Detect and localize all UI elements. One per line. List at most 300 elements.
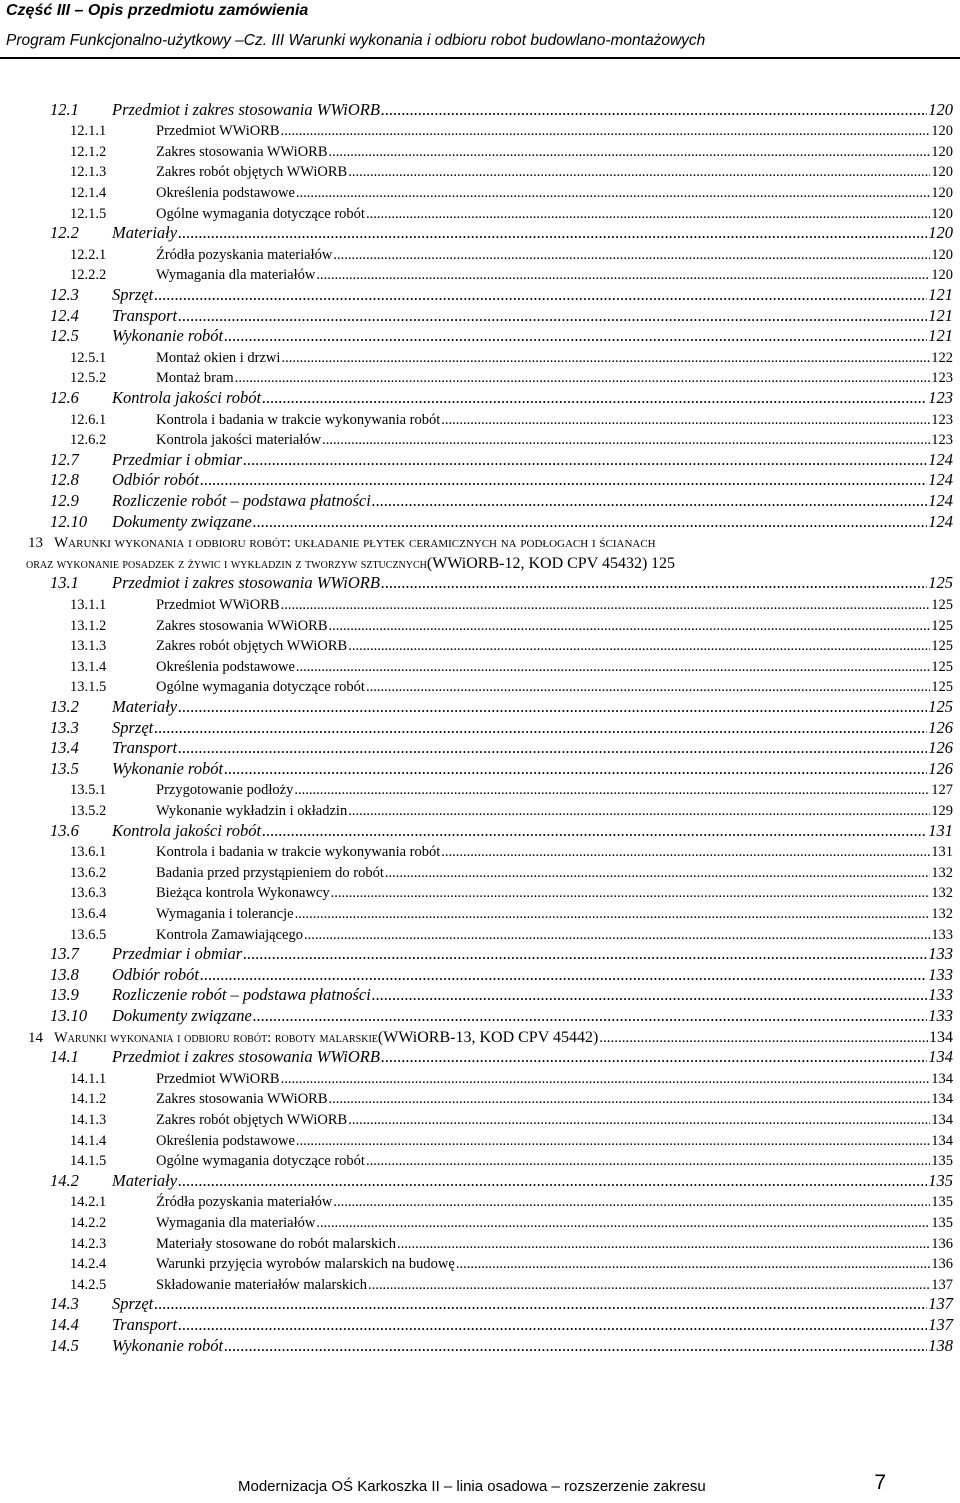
toc-entry[interactable] bbox=[70, 429, 953, 450]
toc-entry[interactable] bbox=[70, 676, 953, 697]
dot-leader bbox=[294, 782, 930, 799]
toc-entry-page: 121 bbox=[928, 326, 953, 346]
toc-entry-page: 126 bbox=[928, 717, 953, 737]
toc-entry-title: Kontrola jakości materiałów bbox=[156, 432, 322, 449]
toc-entry-number: 13.1.3 bbox=[70, 638, 107, 655]
toc-entry-number: 13.6 bbox=[50, 820, 79, 840]
toc-entry-number: 13.5.2 bbox=[70, 802, 107, 819]
toc-entry-number: 12.5 bbox=[50, 326, 79, 346]
toc-entry-title: Wykonanie wykładzin i okładzin bbox=[156, 802, 348, 819]
toc-entry[interactable] bbox=[70, 882, 953, 903]
dot-leader bbox=[372, 985, 927, 1005]
toc-entry[interactable] bbox=[70, 243, 953, 264]
toc-entry-page: 123 bbox=[931, 370, 953, 387]
toc-entry[interactable] bbox=[70, 181, 953, 202]
toc-entry-title: Wymagania i tolerancje bbox=[156, 905, 294, 922]
toc-entry-page: 134 bbox=[931, 1070, 953, 1087]
toc-entry[interactable] bbox=[50, 449, 953, 470]
toc-entry-title: Przedmiot WWiORB bbox=[156, 1070, 280, 1087]
toc-entry-page: 135 bbox=[931, 1153, 953, 1170]
dot-leader bbox=[329, 1091, 931, 1108]
dot-leader bbox=[348, 803, 930, 820]
toc-entry-title: Przedmiot WWiORB bbox=[156, 123, 280, 140]
toc-entry-number: 12.4 bbox=[50, 305, 79, 325]
dot-leader bbox=[178, 1171, 927, 1191]
toc-entry[interactable] bbox=[50, 717, 953, 738]
toc-entry-number: 12.1.1 bbox=[70, 123, 107, 140]
toc-entry-page: 124 bbox=[928, 490, 953, 510]
toc-entry-page: 133 bbox=[928, 985, 953, 1005]
toc-entry-title: Przedmiar i obmiar bbox=[112, 944, 243, 964]
dot-leader bbox=[224, 326, 927, 346]
toc-entry-title: Materiały bbox=[112, 1170, 178, 1190]
toc-entry-number: 13.5.1 bbox=[70, 782, 107, 799]
toc-entry-number: 13.9 bbox=[50, 985, 79, 1005]
page-number: 7 bbox=[874, 1471, 886, 1494]
toc-entry[interactable] bbox=[70, 779, 953, 800]
toc-entry-title: Montaż bram bbox=[156, 370, 234, 387]
toc-entry-page: 120 bbox=[931, 267, 953, 284]
toc-entry[interactable] bbox=[70, 1232, 953, 1253]
toc-entry-page: 134 bbox=[931, 1111, 953, 1128]
toc-entry-number: 14.1.3 bbox=[70, 1111, 107, 1128]
toc-entry-number: 12.6.2 bbox=[70, 432, 107, 449]
toc-entry-title: Określenia podstawowe bbox=[156, 184, 295, 201]
toc-entry-page: 121 bbox=[928, 284, 953, 304]
toc-chapter-number: 14 bbox=[28, 1029, 43, 1046]
toc-entry[interactable] bbox=[70, 408, 953, 429]
dot-leader bbox=[385, 865, 930, 882]
toc-entry-title: Zakres stosowania WWiORB bbox=[156, 1091, 328, 1108]
toc-entry-page: 125 bbox=[931, 617, 953, 634]
toc-entry[interactable] bbox=[70, 655, 953, 676]
dot-leader bbox=[296, 1133, 930, 1150]
toc-entry-page: 120 bbox=[931, 184, 953, 201]
dot-leader bbox=[304, 927, 930, 944]
toc-entry-page: 133 bbox=[928, 944, 953, 964]
dot-leader bbox=[366, 679, 930, 696]
toc-entry-number: 14.2.3 bbox=[70, 1235, 107, 1252]
dot-leader bbox=[154, 718, 927, 738]
toc-entry[interactable] bbox=[50, 1335, 953, 1356]
toc-entry-title: Ogólne wymagania dotyczące robót bbox=[156, 1153, 365, 1170]
toc-entry-number: 14.3 bbox=[50, 1294, 79, 1314]
toc-entry[interactable] bbox=[70, 346, 953, 367]
dot-leader bbox=[381, 1047, 927, 1067]
toc-entry[interactable] bbox=[50, 1005, 953, 1026]
header-title: Część III – Opis przedmiotu zamówienia bbox=[6, 2, 309, 19]
toc-entry[interactable] bbox=[70, 1273, 953, 1294]
toc-entry-page: 125 bbox=[928, 696, 953, 716]
toc-entry-page: 123 bbox=[931, 411, 953, 428]
toc-entry[interactable] bbox=[70, 1150, 953, 1171]
toc-entry-number: 13.6.4 bbox=[70, 905, 107, 922]
toc-entry[interactable] bbox=[70, 1253, 953, 1274]
toc-entry-number: 12.6 bbox=[50, 387, 79, 407]
toc-entry-title: Bieżąca kontrola Wykonawcy bbox=[156, 885, 330, 902]
toc-entry-number: 12.2.1 bbox=[70, 246, 107, 263]
toc-entry-title: Badania przed przystąpieniem do robót bbox=[156, 864, 384, 881]
toc-entry-page: 124 bbox=[928, 470, 953, 490]
dot-leader bbox=[295, 906, 931, 923]
toc-entry-page: 127 bbox=[931, 782, 953, 799]
toc-entry[interactable] bbox=[50, 305, 953, 326]
toc-entry-number: 12.2.2 bbox=[70, 267, 107, 284]
toc-entry-page: 133 bbox=[928, 1005, 953, 1025]
toc-entry[interactable] bbox=[70, 593, 953, 614]
toc-entry-number: 12.1.3 bbox=[70, 164, 107, 181]
toc-entry-number: 13.5 bbox=[50, 758, 79, 778]
toc-entry-number: 12.5.1 bbox=[70, 349, 107, 366]
dot-leader bbox=[366, 206, 930, 223]
toc-entry-title: Zakres stosowania WWiORB bbox=[156, 143, 328, 160]
dot-leader bbox=[154, 1294, 927, 1314]
toc-entry-title: Określenia podstawowe bbox=[156, 658, 295, 675]
toc-entry[interactable] bbox=[50, 738, 953, 759]
toc-entry-number: 12.10 bbox=[50, 511, 88, 531]
toc-entry-title: Kontrola jakości robót bbox=[112, 820, 262, 840]
toc-entry-number: 13.1.1 bbox=[70, 596, 107, 613]
toc-entry-page: 125 bbox=[931, 638, 953, 655]
toc-chapter-code: (WWiORB-12, KOD CPV 45432) bbox=[426, 554, 648, 572]
toc-entry-title: Warunki przyjęcia wyrobów malarskich na budowę bbox=[156, 1256, 455, 1273]
dot-leader bbox=[456, 1256, 930, 1273]
toc-entry-number: 14.1.1 bbox=[70, 1070, 107, 1087]
toc-entry-page: 136 bbox=[931, 1235, 953, 1252]
toc-entry-page: 125 bbox=[931, 596, 953, 613]
toc-entry[interactable] bbox=[50, 387, 953, 408]
dot-leader bbox=[348, 638, 930, 655]
toc-entry-number: 12.2 bbox=[50, 223, 79, 243]
toc-entry-title: Zakres stosowania WWiORB bbox=[156, 617, 328, 634]
dot-leader bbox=[281, 597, 931, 614]
toc-entry-page: 121 bbox=[928, 305, 953, 325]
dot-leader bbox=[253, 1006, 927, 1026]
toc-entry-page: 123 bbox=[928, 387, 953, 407]
toc-entry-number: 13.8 bbox=[50, 964, 79, 984]
toc-entry-number: 14.5 bbox=[50, 1335, 79, 1355]
dot-leader bbox=[281, 123, 931, 140]
toc-entry-title: Transport bbox=[112, 1314, 178, 1334]
toc-chapter-page: 134 bbox=[929, 1028, 953, 1046]
dot-leader bbox=[381, 573, 927, 593]
toc-entry[interactable] bbox=[70, 841, 953, 862]
toc-entry[interactable] bbox=[50, 511, 953, 532]
dot-leader bbox=[296, 185, 930, 202]
dot-leader bbox=[316, 267, 930, 284]
dot-leader bbox=[331, 885, 931, 902]
dot-leader bbox=[333, 247, 930, 264]
header-subtitle: Program Funkcjonalno-użytkowy –Cz. III Warunki wykonania i odbioru robot budowlano-montażowych bbox=[6, 32, 706, 49]
dot-leader bbox=[348, 1112, 930, 1129]
dot-leader bbox=[178, 697, 927, 717]
dot-leader bbox=[243, 450, 927, 470]
dot-leader bbox=[316, 1215, 930, 1232]
toc-entry-title: Rozliczenie robót – podstawa płatności bbox=[112, 985, 371, 1005]
toc-entry-number: 14.1.4 bbox=[70, 1132, 107, 1149]
toc-entry[interactable] bbox=[70, 799, 953, 820]
dot-leader bbox=[366, 1153, 930, 1170]
dot-leader bbox=[329, 144, 931, 161]
toc-entry-number: 14.2.1 bbox=[70, 1194, 107, 1211]
toc-entry-title: Określenia podstawowe bbox=[156, 1132, 295, 1149]
dot-leader bbox=[599, 1030, 928, 1047]
toc-entry-number: 12.1.4 bbox=[70, 184, 107, 201]
toc-entry-number: 13.3 bbox=[50, 717, 79, 737]
toc-entry-page: 120 bbox=[931, 246, 953, 263]
toc-entry[interactable] bbox=[70, 923, 953, 944]
toc-entry-number: 13.4 bbox=[50, 738, 79, 758]
toc-chapter-title: Warunki wykonania i odbioru robót: roboty malarskie bbox=[54, 1029, 378, 1046]
dot-leader bbox=[441, 844, 930, 861]
toc-entry-number: 12.1.5 bbox=[70, 205, 107, 222]
toc-chapter-code: (WWiORB-13, KOD CPV 45442) bbox=[377, 1028, 599, 1046]
toc-entry[interactable] bbox=[70, 161, 953, 182]
toc-entry-page: 125 bbox=[928, 573, 953, 593]
toc-chapter-entry-continued[interactable] bbox=[0, 552, 953, 573]
dot-leader bbox=[262, 821, 927, 841]
toc-entry[interactable] bbox=[70, 861, 953, 882]
dot-leader bbox=[224, 1336, 927, 1356]
toc-entry-title: Przygotowanie podłoży bbox=[156, 782, 294, 799]
toc-entry[interactable] bbox=[50, 696, 953, 717]
toc-entry-title: Źródła pozyskania materiałów bbox=[156, 246, 333, 263]
toc-chapter-number: 13 bbox=[28, 535, 43, 552]
toc-entry-title: Przedmiot i zakres stosowania WWiORB bbox=[112, 1047, 380, 1067]
dot-leader bbox=[333, 1194, 930, 1211]
toc-entry[interactable] bbox=[70, 264, 953, 285]
toc-entry[interactable] bbox=[70, 635, 953, 656]
toc-entry-title: Przedmiot i zakres stosowania WWiORB bbox=[112, 573, 380, 593]
dot-leader bbox=[372, 491, 927, 511]
toc-entry[interactable] bbox=[50, 99, 953, 120]
toc-entry-title: Wymagania dla materiałów bbox=[156, 267, 316, 284]
toc-entry-title: Wykonanie robót bbox=[112, 758, 224, 778]
toc-entry[interactable] bbox=[70, 1191, 953, 1212]
toc-entry[interactable] bbox=[70, 140, 953, 161]
toc-entry-page: 133 bbox=[931, 926, 953, 943]
toc-entry-title: Kontrola i badania w trakcie wykonywania robót bbox=[156, 411, 441, 428]
toc-entry-title: Kontrola i badania w trakcie wykonywania robót bbox=[156, 844, 441, 861]
toc-entry[interactable] bbox=[50, 470, 953, 491]
toc-entry-page: 134 bbox=[931, 1091, 953, 1108]
toc-entry-title: Sprzęt bbox=[112, 1294, 154, 1314]
toc-entry-title: Zakres robót objętych WWiORB bbox=[156, 164, 348, 181]
dot-leader bbox=[368, 1277, 930, 1294]
toc-entry-number: 13.6.2 bbox=[70, 864, 107, 881]
toc-entry[interactable] bbox=[70, 1088, 953, 1109]
header-rule bbox=[0, 57, 960, 59]
toc-entry-title: Źródła pozyskania materiałów bbox=[156, 1194, 333, 1211]
dot-leader bbox=[200, 965, 927, 985]
toc-entry-page: 124 bbox=[928, 511, 953, 531]
toc-entry[interactable] bbox=[50, 284, 953, 305]
dot-leader bbox=[224, 759, 927, 779]
toc-entry-number: 14.1.5 bbox=[70, 1153, 107, 1170]
dot-leader bbox=[243, 944, 927, 964]
dot-leader bbox=[329, 618, 931, 635]
toc-entry-number: 14.2.5 bbox=[70, 1276, 107, 1293]
toc-entry[interactable] bbox=[70, 614, 953, 635]
dot-leader bbox=[178, 223, 927, 243]
toc-entry[interactable] bbox=[50, 326, 953, 347]
toc-entry[interactable] bbox=[50, 1047, 953, 1068]
toc-entry-page: 120 bbox=[928, 99, 953, 119]
toc-entry-page: 131 bbox=[928, 820, 953, 840]
toc-entry-page: 129 bbox=[931, 802, 953, 819]
toc-entry[interactable] bbox=[50, 1170, 953, 1191]
dot-leader bbox=[154, 285, 927, 305]
toc-entry-page: 131 bbox=[931, 844, 953, 861]
toc-entry-title: Sprzęt bbox=[112, 284, 154, 304]
toc-chapter-title-continued: oraz wykonanie posadzek z żywic i wykładzin z tworzyw sztucznych bbox=[26, 556, 427, 572]
dot-leader bbox=[322, 432, 930, 449]
toc-entry[interactable] bbox=[70, 120, 953, 141]
toc-entry-number: 12.7 bbox=[50, 449, 79, 469]
toc-entry-number: 13.1.5 bbox=[70, 679, 107, 696]
toc-entry[interactable] bbox=[50, 573, 953, 594]
toc-entry[interactable] bbox=[70, 1108, 953, 1129]
toc-entry-number: 12.6.1 bbox=[70, 411, 107, 428]
toc-entry-title: Zakres robót objętych WWiORB bbox=[156, 638, 348, 655]
dot-leader bbox=[235, 370, 931, 387]
toc-entry-title: Kontrola jakości robót bbox=[112, 387, 262, 407]
toc-entry-number: 12.1 bbox=[50, 99, 79, 119]
toc-chapter-entry[interactable] bbox=[28, 532, 953, 553]
toc-entry-number: 13.6.3 bbox=[70, 885, 107, 902]
dot-leader bbox=[262, 388, 927, 408]
toc-entry-number: 12.3 bbox=[50, 284, 79, 304]
toc-entry-page: 125 bbox=[931, 679, 953, 696]
toc-entry-page: 125 bbox=[931, 658, 953, 675]
dot-leader bbox=[200, 470, 927, 490]
toc-entry-page: 135 bbox=[928, 1170, 953, 1190]
toc-entry-title: Materiały bbox=[112, 696, 178, 716]
toc-entry-number: 14.2.2 bbox=[70, 1214, 107, 1231]
toc-entry-number: 12.1.2 bbox=[70, 143, 107, 160]
toc-entry-page: 134 bbox=[928, 1047, 953, 1067]
toc-entry[interactable] bbox=[70, 1211, 953, 1232]
toc-entry-title: Odbiór robót bbox=[112, 964, 199, 984]
toc-entry-title: Wykonanie robót bbox=[112, 1335, 224, 1355]
toc-entry-number: 12.8 bbox=[50, 470, 79, 490]
toc-entry[interactable] bbox=[70, 1129, 953, 1150]
toc-entry-page: 138 bbox=[928, 1335, 953, 1355]
toc-entry-number: 14.2 bbox=[50, 1170, 79, 1190]
toc-entry-title: Zakres robót objętych WWiORB bbox=[156, 1111, 348, 1128]
toc-entry-title: Ogólne wymagania dotyczące robót bbox=[156, 679, 365, 696]
toc-entry-title: Dokumenty związane bbox=[112, 511, 252, 531]
toc-entry-page: 120 bbox=[931, 123, 953, 140]
toc-entry-title: Montaż okien i drzwi bbox=[156, 349, 281, 366]
toc-entry[interactable] bbox=[50, 985, 953, 1006]
toc-entry-page: 124 bbox=[928, 449, 953, 469]
toc-entry-title: Wymagania dla materiałów bbox=[156, 1214, 316, 1231]
toc-entry-page: 133 bbox=[928, 964, 953, 984]
toc-entry-title: Ogólne wymagania dotyczące robót bbox=[156, 205, 365, 222]
toc-entry[interactable] bbox=[50, 223, 953, 244]
dot-leader bbox=[253, 512, 927, 532]
toc-entry-page: 135 bbox=[931, 1194, 953, 1211]
toc-entry[interactable] bbox=[50, 1294, 953, 1315]
toc-entry-number: 14.2.4 bbox=[70, 1256, 107, 1273]
dot-leader bbox=[178, 738, 927, 758]
toc-entry-page: 120 bbox=[928, 223, 953, 243]
toc-entry-page: 132 bbox=[931, 864, 953, 881]
toc-entry-page: 135 bbox=[931, 1214, 953, 1231]
toc-entry-page: 137 bbox=[928, 1294, 953, 1314]
dot-leader bbox=[281, 350, 930, 367]
toc-entry[interactable] bbox=[70, 367, 953, 388]
toc-entry[interactable] bbox=[50, 944, 953, 965]
toc-entry[interactable] bbox=[50, 758, 953, 779]
toc-entry-page: 137 bbox=[928, 1314, 953, 1334]
toc-chapter-page: 125 bbox=[651, 554, 676, 572]
toc-entry-page: 132 bbox=[931, 905, 953, 922]
toc-entry-title: Kontrola Zamawiającego bbox=[156, 926, 303, 943]
toc-entry-title: Materiały stosowane do robót malarskich bbox=[156, 1235, 396, 1252]
toc-entry[interactable] bbox=[50, 820, 953, 841]
toc-entry-number: 13.1.4 bbox=[70, 658, 107, 675]
toc-entry-title: Przedmiot WWiORB bbox=[156, 596, 280, 613]
toc-chapter-title: Warunki wykonania i odbioru robót: układanie płytek ceramicznych na podłogach i ścianach bbox=[54, 535, 656, 552]
toc-entry-page: 137 bbox=[931, 1276, 953, 1293]
toc-entry-page: 126 bbox=[928, 738, 953, 758]
dot-leader bbox=[381, 100, 927, 120]
toc-entry-number: 13.1.2 bbox=[70, 617, 107, 634]
toc-entry[interactable] bbox=[70, 202, 953, 223]
toc-entry-number: 14.1 bbox=[50, 1047, 79, 1067]
toc-entry-page: 122 bbox=[931, 349, 953, 366]
toc-entry-title: Przedmiot i zakres stosowania WWiORB bbox=[112, 99, 380, 119]
toc-entry-number: 13.1 bbox=[50, 573, 79, 593]
toc-entry-title: Rozliczenie robót – podstawa płatności bbox=[112, 490, 371, 510]
toc-entry[interactable] bbox=[70, 902, 953, 923]
toc-entry[interactable] bbox=[50, 1314, 953, 1335]
dot-leader bbox=[348, 164, 930, 181]
toc-entry-number: 14.4 bbox=[50, 1314, 79, 1334]
dot-leader bbox=[296, 659, 930, 676]
footer-text: Modernizacja OŚ Karkoszka II – linia osadowa – rozszerzenie zakresu bbox=[238, 1478, 706, 1495]
toc-entry-number: 13.7 bbox=[50, 944, 79, 964]
toc-entry-title: Przedmiar i obmiar bbox=[112, 449, 243, 469]
toc-entry-page: 132 bbox=[931, 885, 953, 902]
dot-leader bbox=[441, 412, 930, 429]
toc-entry[interactable] bbox=[70, 1067, 953, 1088]
toc-entry-title: Składowanie materiałów malarskich bbox=[156, 1276, 367, 1293]
toc-entry-page: 120 bbox=[931, 164, 953, 181]
toc-entry-title: Materiały bbox=[112, 223, 178, 243]
toc-entry-page: 136 bbox=[931, 1256, 953, 1273]
toc-entry-number: 13.2 bbox=[50, 696, 79, 716]
toc-entry-title: Transport bbox=[112, 738, 178, 758]
toc-entry-number: 13.10 bbox=[50, 1005, 88, 1025]
toc-entry-title: Wykonanie robót bbox=[112, 326, 224, 346]
toc-entry-number: 14.1.2 bbox=[70, 1091, 107, 1108]
toc-entry-title: Transport bbox=[112, 305, 178, 325]
toc-entry-number: 12.5.2 bbox=[70, 370, 107, 387]
dot-leader bbox=[281, 1071, 931, 1088]
toc-entry-title: Sprzęt bbox=[112, 717, 154, 737]
toc-entry[interactable] bbox=[50, 964, 953, 985]
toc-entry[interactable] bbox=[50, 490, 953, 511]
toc-entry-page: 120 bbox=[931, 205, 953, 222]
dot-leader bbox=[397, 1236, 930, 1253]
toc-chapter-entry[interactable] bbox=[28, 1026, 953, 1047]
toc-entry-page: 134 bbox=[931, 1132, 953, 1149]
toc-entry-number: 12.9 bbox=[50, 490, 79, 510]
dot-leader bbox=[178, 1315, 927, 1335]
